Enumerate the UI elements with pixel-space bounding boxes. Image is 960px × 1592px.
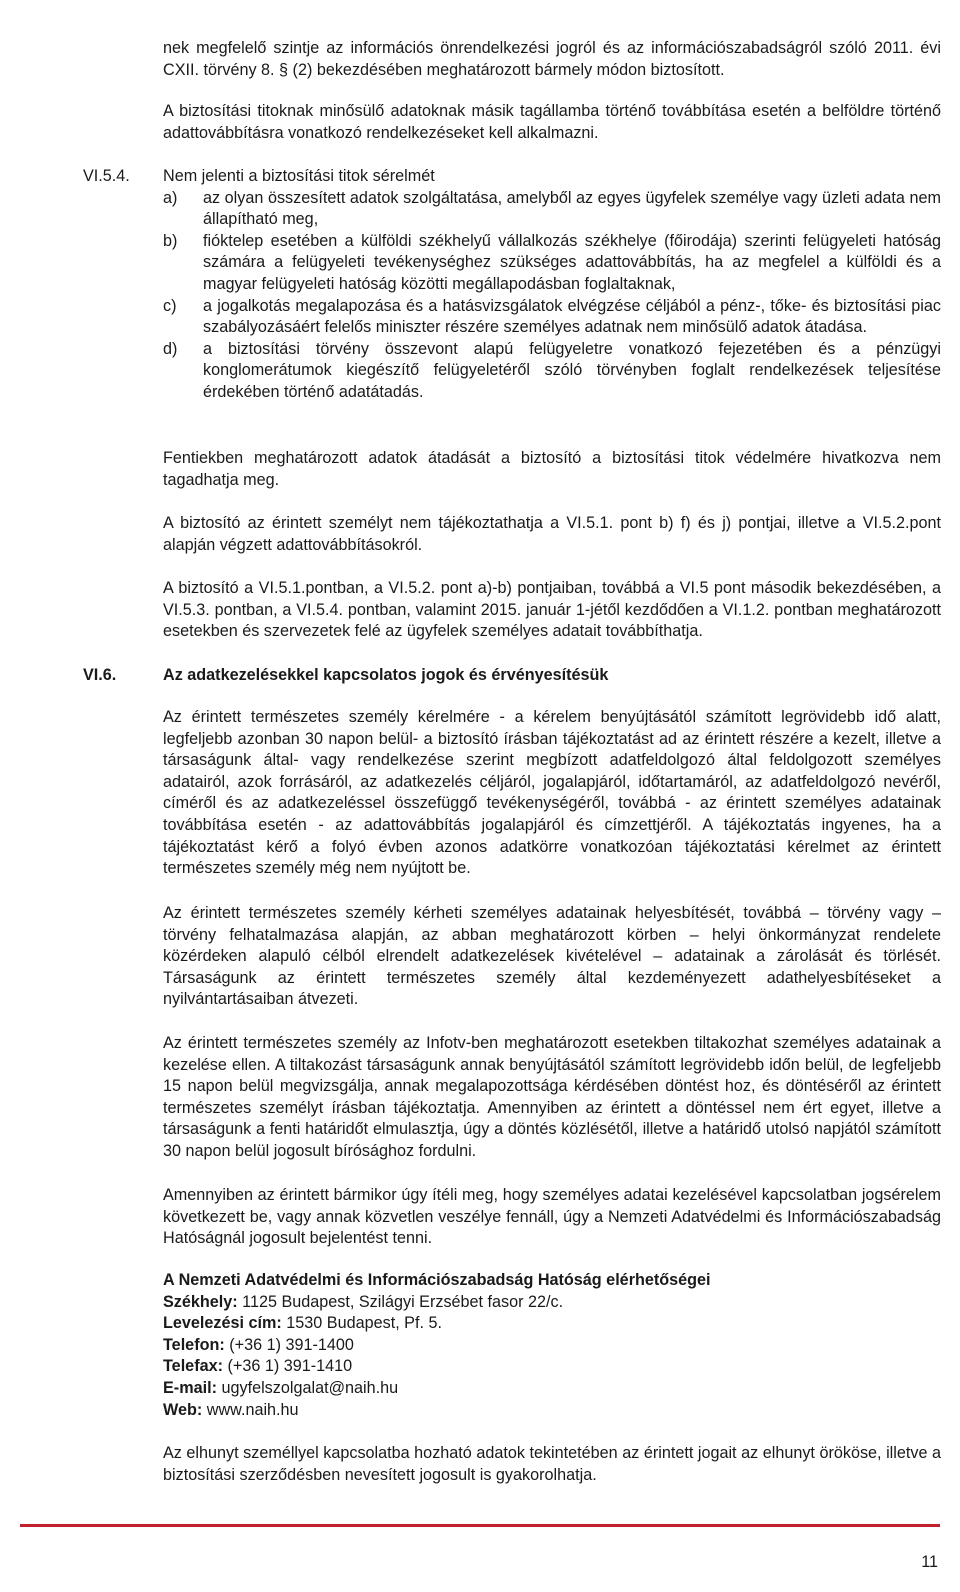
rectification-paragraph bbox=[163, 903, 941, 1011]
objection-paragraph bbox=[163, 1033, 941, 1163]
list-item-text: fióktelep esetében a külföldi székhelyű vállalkozás székhelye (főirodája) szerinti felügyeleti hatóság számára a felügyeleti tevékenységhez szükséges adattovábbítás, ha az megfelel a külföldi és a magyar felügyeleti hatóság közötti megállapodásban foglaltaknak, bbox=[203, 231, 941, 293]
paragraph-text: Az érintett természetes személy kérelmére - a kérelem benyújtásától számított legrövidebb idő alatt, legfeljebb azonban 30 napon belül- a biztosító írásban tájékoztatást ad az érintett részére a kezelt, illetve a társaságunk által- vagy rendelkezése szerint megbízott adatfeldolgozó által feldolgozott személyes adatairól, azok forrásáról, az adatkezelés céljáról, jogalapjáról, időtartamáról, az adatfeldolgozó nevéről, címéről és az adatkezeléssel összefüggő tevékenységéről, továbbá - az érintett személyes adatainak továbbítása esetén - az adattovábbítás jogalapjáról és címzettjéről. A tájékoztatás ingyenes, ha a tájékoztatást kérő a folyó évben azonos adatkörre vonatkozóan tájékoztatási kérelmet az érintett természetes személy még nem nyújtott be. bbox=[163, 708, 941, 878]
section-vi54-body bbox=[163, 166, 941, 404]
refuse-paragraph bbox=[163, 448, 941, 491]
page-number: 11 bbox=[921, 1553, 938, 1571]
contact-web bbox=[163, 1400, 941, 1422]
list-item bbox=[163, 339, 941, 404]
authority-contact-block bbox=[163, 1270, 941, 1421]
contact-title: A Nemzeti Adatvédelmi és Információszabadság Hatóság elérhetőségei bbox=[163, 1271, 711, 1289]
contact-label: Székhely: bbox=[163, 1292, 238, 1311]
footer-divider bbox=[20, 1524, 940, 1527]
contact-email-link[interactable]: ugyfelszolgalat@naih.hu bbox=[216, 1378, 399, 1397]
list-item bbox=[163, 188, 941, 231]
section-intro: Nem jelenti a biztosítási titok sérelmét bbox=[163, 167, 435, 185]
contact-web-link[interactable]: www.naih.hu bbox=[202, 1400, 299, 1419]
contact-label: Telefon: bbox=[163, 1335, 225, 1354]
contact-seat bbox=[163, 1292, 941, 1314]
section-number-vi54: VI.5.4. bbox=[83, 167, 130, 185]
contact-label: Telefax: bbox=[163, 1357, 223, 1376]
paragraph-text: Az elhunyt személlyel kapcsolatba hozható adatok tekintetében az érintett jogait az elhunyt örököse, illetve a biztosítási szerződésben nevesített jogosult is gyakorolhatja. bbox=[163, 1444, 941, 1484]
list-letter: a) bbox=[163, 188, 178, 207]
list-letter: b) bbox=[163, 231, 178, 250]
no-inform-paragraph bbox=[163, 513, 941, 556]
list-item bbox=[163, 296, 941, 339]
continuation-paragraph bbox=[163, 38, 941, 81]
complaint-paragraph bbox=[163, 1185, 941, 1250]
contact-fax bbox=[163, 1356, 941, 1378]
list-letter: d) bbox=[163, 339, 178, 358]
heirs-paragraph bbox=[163, 1443, 941, 1486]
contact-label: E-mail: bbox=[163, 1378, 217, 1397]
paragraph-text: A biztosító az érintett személyt nem tájékoztathatja a VI.5.1. pont b) f) és j) pontjai, illetve a VI.5.2.pont alapján végzett adattovábbításokról. bbox=[163, 514, 941, 554]
contact-value: 1125 Budapest, Szilágyi Erzsébet fasor 22/c. bbox=[237, 1292, 564, 1311]
list-item-text: a jogalkotás megalapozása és a hatásvizsgálatok elvégzése céljából a pénz-, tőke- és biztosítási piac szabályozásáért felelős miniszter részére személyes adatnak nem minősülő adatok átadása. bbox=[203, 296, 941, 337]
section-number-vi6: VI.6. bbox=[83, 666, 117, 684]
contact-label: Web: bbox=[163, 1400, 203, 1419]
list-item-text: az olyan összesített adatok szolgáltatása, amelyből az egyes ügyfelek személye vagy üzleti adata nem állapítható meg, bbox=[203, 188, 941, 229]
list-letter: c) bbox=[163, 296, 177, 315]
paragraph-text: Fentiekben meghatározott adatok átadását a biztosító a biztosítási titok védelmére hivatkozva nem tagadhatja meg. bbox=[163, 449, 941, 489]
info-request-paragraph bbox=[163, 707, 941, 880]
contact-value: 1530 Budapest, Pf. 5. bbox=[281, 1314, 442, 1333]
contact-mail bbox=[163, 1313, 941, 1335]
contact-label: Levelezési cím: bbox=[163, 1314, 282, 1333]
list-item bbox=[163, 231, 941, 296]
contact-value: (+36 1) 391-1400 bbox=[224, 1335, 354, 1354]
contact-email bbox=[163, 1378, 941, 1400]
list-item-text: a biztosítási törvény összevont alapú felügyeletre vonatkozó fejezetében és a pénzügyi konglomerátumok kiegészítő felügyeletéről szóló törvényben foglalt rendelkezések teljesítése érdekében történő adatátadás. bbox=[203, 339, 941, 401]
paragraph-text: A biztosító a VI.5.1.pontban, a VI.5.2. pont a)-b) pontjaiban, továbbá a VI.5 pont második bekezdésében, a VI.5.3. pontban, a VI.5.4. pontban, valamint 2015. január 1-jétől kezdődően a VI.1.2. pontban meghatározott esetekben és szervezetek felé az ügyfelek személyes adatait továbbíthatja. bbox=[163, 579, 941, 641]
paragraph-text: Az érintett természetes személy az Infotv-ben meghatározott esetekben tiltakozhat személyes adatainak a kezelése ellen. A tiltakozást társaságunk annak benyújtásától számított legrövidebb időn belül, de legfeljebb 15 napon belül megvizsgálja, annak megalapozottsága kérdésében döntést hoz, és döntéséről az érintett természetes személyt írásban tájékoztatja. Amennyiben az érintett a döntéssel nem ért egyet, illetve a társaságunk a fenti határidőt elmulasztja, úgy a döntés közlésétől, illetve a határidő utolsó napjától számított 30 napon belül jogosult bírósághoz fordulni. bbox=[163, 1034, 941, 1160]
transfer-paragraph bbox=[163, 578, 941, 643]
cross-border-paragraph bbox=[163, 101, 941, 144]
paragraph-text: A biztosítási titoknak minősülő adatoknak másik tagállamba történő továbbítása esetén a belföldre történő adattovábbításra vonatkozó rendelkezéseket kell alkalmazni. bbox=[163, 102, 941, 142]
section-heading: Az adatkezelésekkel kapcsolatos jogok és érvényesítésük bbox=[163, 666, 609, 684]
paragraph-text: Amennyiben az érintett bármikor úgy ítéli meg, hogy személyes adatai kezelésével kapcsolatban jogsérelem következett be, vagy annak közvetlen veszélye fennáll, úgy a Nemzeti Adatvédelmi és Információszabadság Hatóságnál jogosult bejelentést tenni. bbox=[163, 1186, 941, 1248]
paragraph-text: Az érintett természetes személy kérheti személyes adatainak helyesbítését, továbbá – törvény vagy – törvény felhatalmazása alapján, az abban meghatározott körben – helyi önkormányzat rendelete közérdeken alapuló célból elrendelt adatkezelések kivételével – adatainak a zárolását és törlését. Társaságunk az érintett természetes személy által kezdeményezett adathelyesbítéseket a nyilvántartásaiban átvezeti. bbox=[163, 904, 941, 1009]
contact-value: (+36 1) 391-1410 bbox=[222, 1357, 353, 1376]
paragraph-text: nek megfelelő szintje az információs önrendelkezési jogról és az információszabadságról szóló 2011. évi CXII. törvény 8. § (2) bekezdésében meghatározott bármely módon biztosított. bbox=[163, 39, 941, 79]
contact-phone bbox=[163, 1335, 941, 1357]
